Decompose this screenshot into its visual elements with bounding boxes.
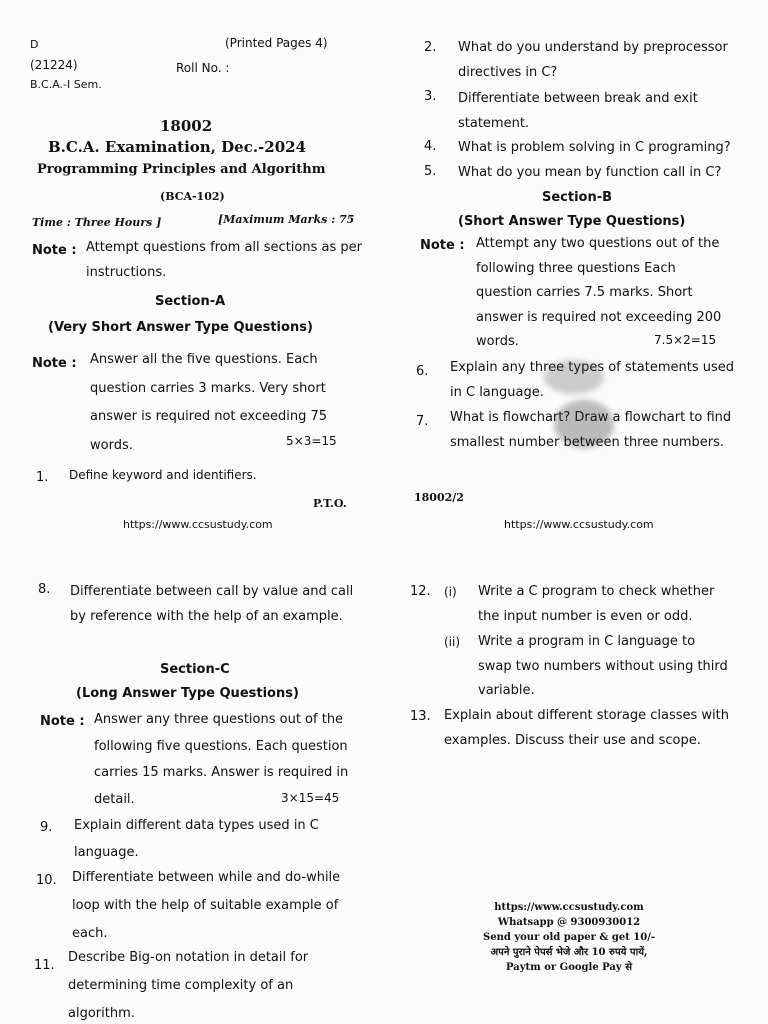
- note-marks: 7.5×2=15: [654, 333, 717, 347]
- question-text: Differentiate between call by value and call by reference with the help of an example.: [70, 584, 354, 624]
- question-number: 11.: [34, 958, 55, 973]
- question-number: 4.: [424, 139, 437, 154]
- note2-marks: 5×3=15: [286, 434, 337, 448]
- note-text: Attempt any two questions out of the following three questions Each question carries 7.5 marks. Short answer is required not exceeding 200 words.: [476, 236, 722, 349]
- roll-no-label: Roll No. :: [176, 61, 230, 75]
- promo-url: https://www.ccsustudy.com: [494, 902, 644, 913]
- corner-mark: D: [30, 38, 39, 51]
- question-number: 2.: [424, 40, 437, 55]
- promo-line-1: Send your old paper & get 10/-: [482, 932, 656, 943]
- subject-title: Programming Principles and Algorithm: [37, 162, 326, 177]
- note-text: Answer any three questions out of the following five questions. Each question carries 15 marks. Answer is required in detail.: [94, 712, 349, 807]
- promo-line-3: Paytm or Google Pay से: [506, 962, 632, 973]
- question-number: 1.: [36, 470, 49, 485]
- question-number: 12.: [410, 584, 431, 599]
- note2-label: Note :: [32, 356, 77, 371]
- exam-title: B.C.A. Examination, Dec.-2024: [48, 138, 307, 156]
- exam-page-1: [0, 0, 384, 560]
- promo-block: [444, 900, 694, 975]
- question-number: 5.: [424, 164, 437, 179]
- semester-label: B.C.A.-I Sem.: [30, 78, 102, 91]
- footer-code: 18002/2: [414, 491, 464, 504]
- exam-page-3: [0, 560, 384, 1024]
- sub-question-text: Write a program in C language to swap two numbers without using third variable.: [478, 634, 728, 698]
- question-text: Explain different data types used in C language.: [74, 818, 319, 860]
- promo-line-2: अपने पुराने पेपर्स भेजे और 10 रुपये पायें,: [490, 947, 648, 958]
- section-c-subheading: (Long Answer Type Questions): [76, 686, 299, 701]
- course-code: (BCA-102): [160, 190, 225, 203]
- sub-question-label: (ii): [444, 635, 461, 649]
- exam-time: Time : Three Hours ]: [32, 216, 162, 229]
- question-text: Differentiate between break and exit statement.: [458, 91, 698, 131]
- question-text: Define keyword and identifiers.: [69, 468, 257, 482]
- section-a-subheading: (Very Short Answer Type Questions): [48, 320, 313, 335]
- section-b-subheading: (Short Answer Type Questions): [458, 214, 686, 229]
- question-number: 9.: [40, 820, 53, 835]
- note-label: Note :: [32, 243, 77, 258]
- note-label: Note :: [420, 238, 465, 253]
- question-number: 6.: [416, 364, 429, 379]
- note-label: Note :: [40, 714, 85, 729]
- website-url: https://www.ccsustudy.com: [123, 518, 273, 531]
- pto-label: P.T.O.: [313, 497, 347, 510]
- question-text: Describe Big-on notation in detail for determining time complexity of an algorithm.: [68, 950, 309, 1021]
- paper-serial: (21224): [30, 58, 78, 72]
- max-marks: [Maximum Marks : 75: [218, 213, 355, 226]
- section-b-heading: Section-B: [542, 190, 613, 205]
- question-number: 13.: [410, 709, 431, 724]
- scan-smudge: [544, 360, 604, 394]
- question-text: Differentiate between while and do-while loop with the help of suitable example of each.: [72, 870, 341, 941]
- exam-page-2: [384, 0, 768, 560]
- printed-pages: (Printed Pages 4): [225, 36, 328, 50]
- question-number: 3.: [424, 89, 437, 104]
- website-url: https://www.ccsustudy.com: [504, 518, 654, 531]
- question-number: 8.: [38, 582, 51, 597]
- section-c-heading: Section-C: [160, 662, 230, 677]
- question-text: What do you understand by preprocessor directives in C?: [458, 40, 728, 80]
- paper-code: 18002: [160, 117, 213, 135]
- question-number: 7.: [416, 414, 429, 429]
- note-text: Attempt questions from all sections as per instructions.: [86, 240, 362, 280]
- question-text: What is problem solving in C programing?: [458, 140, 731, 155]
- scan-smudge: [554, 400, 614, 448]
- question-text: What do you mean by function call in C?: [458, 165, 722, 180]
- question-text: What is flowchart? Draw a flowchart to find smallest number between three numbers.: [450, 410, 732, 450]
- section-a-heading: Section-A: [155, 294, 226, 309]
- promo-whatsapp: Whatsapp @ 9300930012: [497, 917, 641, 928]
- question-number: 10.: [36, 873, 57, 888]
- note2-text: Answer all the five questions. Each question carries 3 marks. Very short answer is required not exceeding 75 words.: [90, 352, 328, 453]
- sub-question-text: Write a C program to check whether the input number is even or odd.: [478, 584, 715, 624]
- question-text: Explain about different storage classes with examples. Discuss their use and scope.: [444, 708, 729, 748]
- question-text: Explain any three types of statements used in C language.: [450, 360, 734, 400]
- exam-page-4: [384, 560, 768, 1024]
- sub-question-label: (i): [444, 585, 457, 599]
- note-marks: 3×15=45: [281, 791, 340, 805]
